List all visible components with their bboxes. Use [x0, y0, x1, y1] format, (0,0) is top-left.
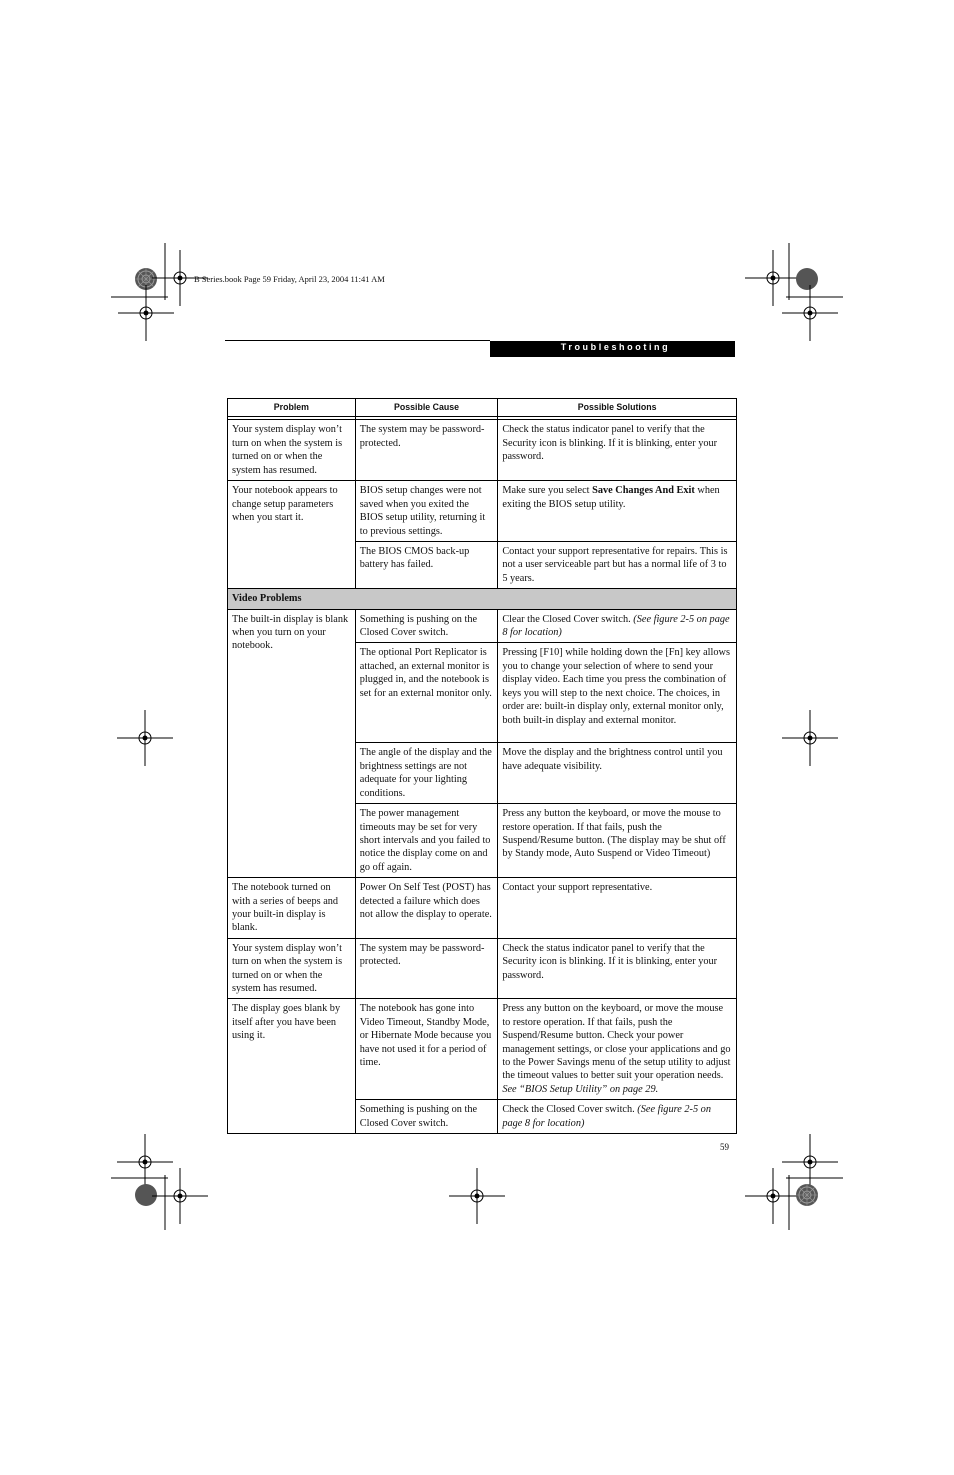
solution-cell: Check the status indicator panel to verify that the Security icon is blinking. If it is blinking, enter your password. — [498, 420, 737, 481]
table-row — [228, 481, 737, 542]
table-row — [228, 420, 737, 481]
solution-reference: (See figure 2-5 on page 8 for location) — [502, 613, 730, 639]
solution-cell — [498, 1100, 737, 1134]
table-header-row — [228, 399, 737, 417]
section-title: Video Problems — [228, 589, 737, 609]
table-row — [228, 999, 737, 1100]
solution-cell — [498, 609, 737, 643]
section-banner — [490, 341, 735, 357]
solution-text: Check the Closed Cover switch. — [502, 1104, 638, 1116]
table-row — [228, 609, 737, 643]
header-rule — [225, 340, 490, 341]
solution-cell — [498, 481, 737, 542]
column-header-cause: Possible Cause — [355, 399, 498, 417]
cause-cell: Power On Self Test (POST) has detected a failure which does not allow the display to operate. — [355, 878, 498, 939]
file-info: B Series.book Page 59 Friday, April 23, 2004 11:41 AM — [194, 274, 385, 284]
solution-reference: See “BIOS Setup Utility” on page 29. — [502, 1083, 659, 1095]
problem-cell: The notebook turned on with a series of beeps and your built-in display is blank. — [228, 878, 356, 939]
solution-cell: Press any button the keyboard, or move the mouse to restore operation. If that fails, push the Suspend/Resume button. (The display may be shut off by Standy mode, Auto Suspend or Video Timeout) — [498, 804, 737, 878]
solution-cell: Pressing [F10] while holding down the [Fn] key allows you to change your selection of where to send your display video. Each time you press the combination of keys you will step to the next choice. The choices, in order are: built-in display only, external monitor only, both built-in display and external monitor. — [498, 643, 737, 743]
solution-menu-option: Save Changes And Exit — [592, 485, 695, 497]
cause-cell: BIOS setup changes were not saved when you exited the BIOS setup utility, returning it to previous settings. — [355, 481, 498, 542]
cause-cell: The system may be password-protected. — [355, 420, 498, 481]
problem-cell: Your system display won’t turn on when the system is turned on or when the system has resumed. — [228, 938, 356, 999]
problem-cell: Your notebook appears to change setup parameters when you start it. — [228, 481, 356, 589]
cause-cell: The angle of the display and the brightness settings are not adequate for your lighting conditions. — [355, 743, 498, 804]
cause-cell: The system may be password-protected. — [355, 938, 498, 999]
cause-cell: Something is pushing on the Closed Cover switch. — [355, 609, 498, 643]
solution-reference: (See figure 2-5 on page 8 for location) — [502, 1104, 711, 1129]
solution-text: Press any button on the keyboard, or move the mouse to restore operation. If that fails, push the Suspend/Resume button. Check your power management settings, or close your applications and go to the Power Savings menu of the setup utility to adjust the timeout values to better suit your operation needs. — [502, 1003, 731, 1082]
solution-cell: Check the status indicator panel to verify that the Security icon is blinking. If it is blinking, enter your password. — [498, 938, 737, 999]
table-row — [228, 938, 737, 999]
troubleshooting-table — [227, 398, 737, 1134]
solution-text: Clear the Closed Cover switch. — [502, 613, 634, 625]
column-header-solutions: Possible Solutions — [498, 399, 737, 417]
problem-cell: The built-in display is blank when you turn on your notebook. — [228, 609, 356, 877]
solution-text-end: when exiting the BIOS setup utility. — [502, 485, 720, 510]
section-banner-label: Troubleshooting — [560, 342, 671, 352]
cause-cell: The optional Port Replicator is attached, an external monitor is plugged in, and the notebook is set for an external monitor only. — [355, 643, 498, 743]
cause-cell: The notebook has gone into Video Timeout, Standby Mode, or Hibernate Mode because you have not used it for a period of time. — [355, 999, 498, 1100]
problem-cell: Your system display won’t turn on when the system is turned on or when the system has resumed. — [228, 420, 356, 481]
solution-cell: Contact your support representative for repairs. This is not a user serviceable part but has a normal life of 3 to 5 years. — [498, 542, 737, 589]
table-row — [228, 878, 737, 939]
section-row-video-problems — [228, 589, 737, 609]
solution-text: Make sure you select — [502, 485, 593, 497]
cause-cell: Something is pushing on the Closed Cover switch. — [355, 1100, 498, 1134]
solution-cell: Move the display and the brightness control until you have adequate visibility. — [498, 743, 737, 804]
column-header-problem: Problem — [228, 399, 356, 417]
problem-cell: The display goes blank by itself after you have been using it. — [228, 999, 356, 1134]
cause-cell: The BIOS CMOS back-up battery has failed. — [355, 542, 498, 589]
solution-cell: Contact your support representative. — [498, 878, 737, 939]
page-number: 59 — [720, 1142, 729, 1152]
cause-cell: The power management timeouts may be set for very short intervals and you failed to notice the display come on and go off again. — [355, 804, 498, 878]
solution-cell — [498, 999, 737, 1100]
